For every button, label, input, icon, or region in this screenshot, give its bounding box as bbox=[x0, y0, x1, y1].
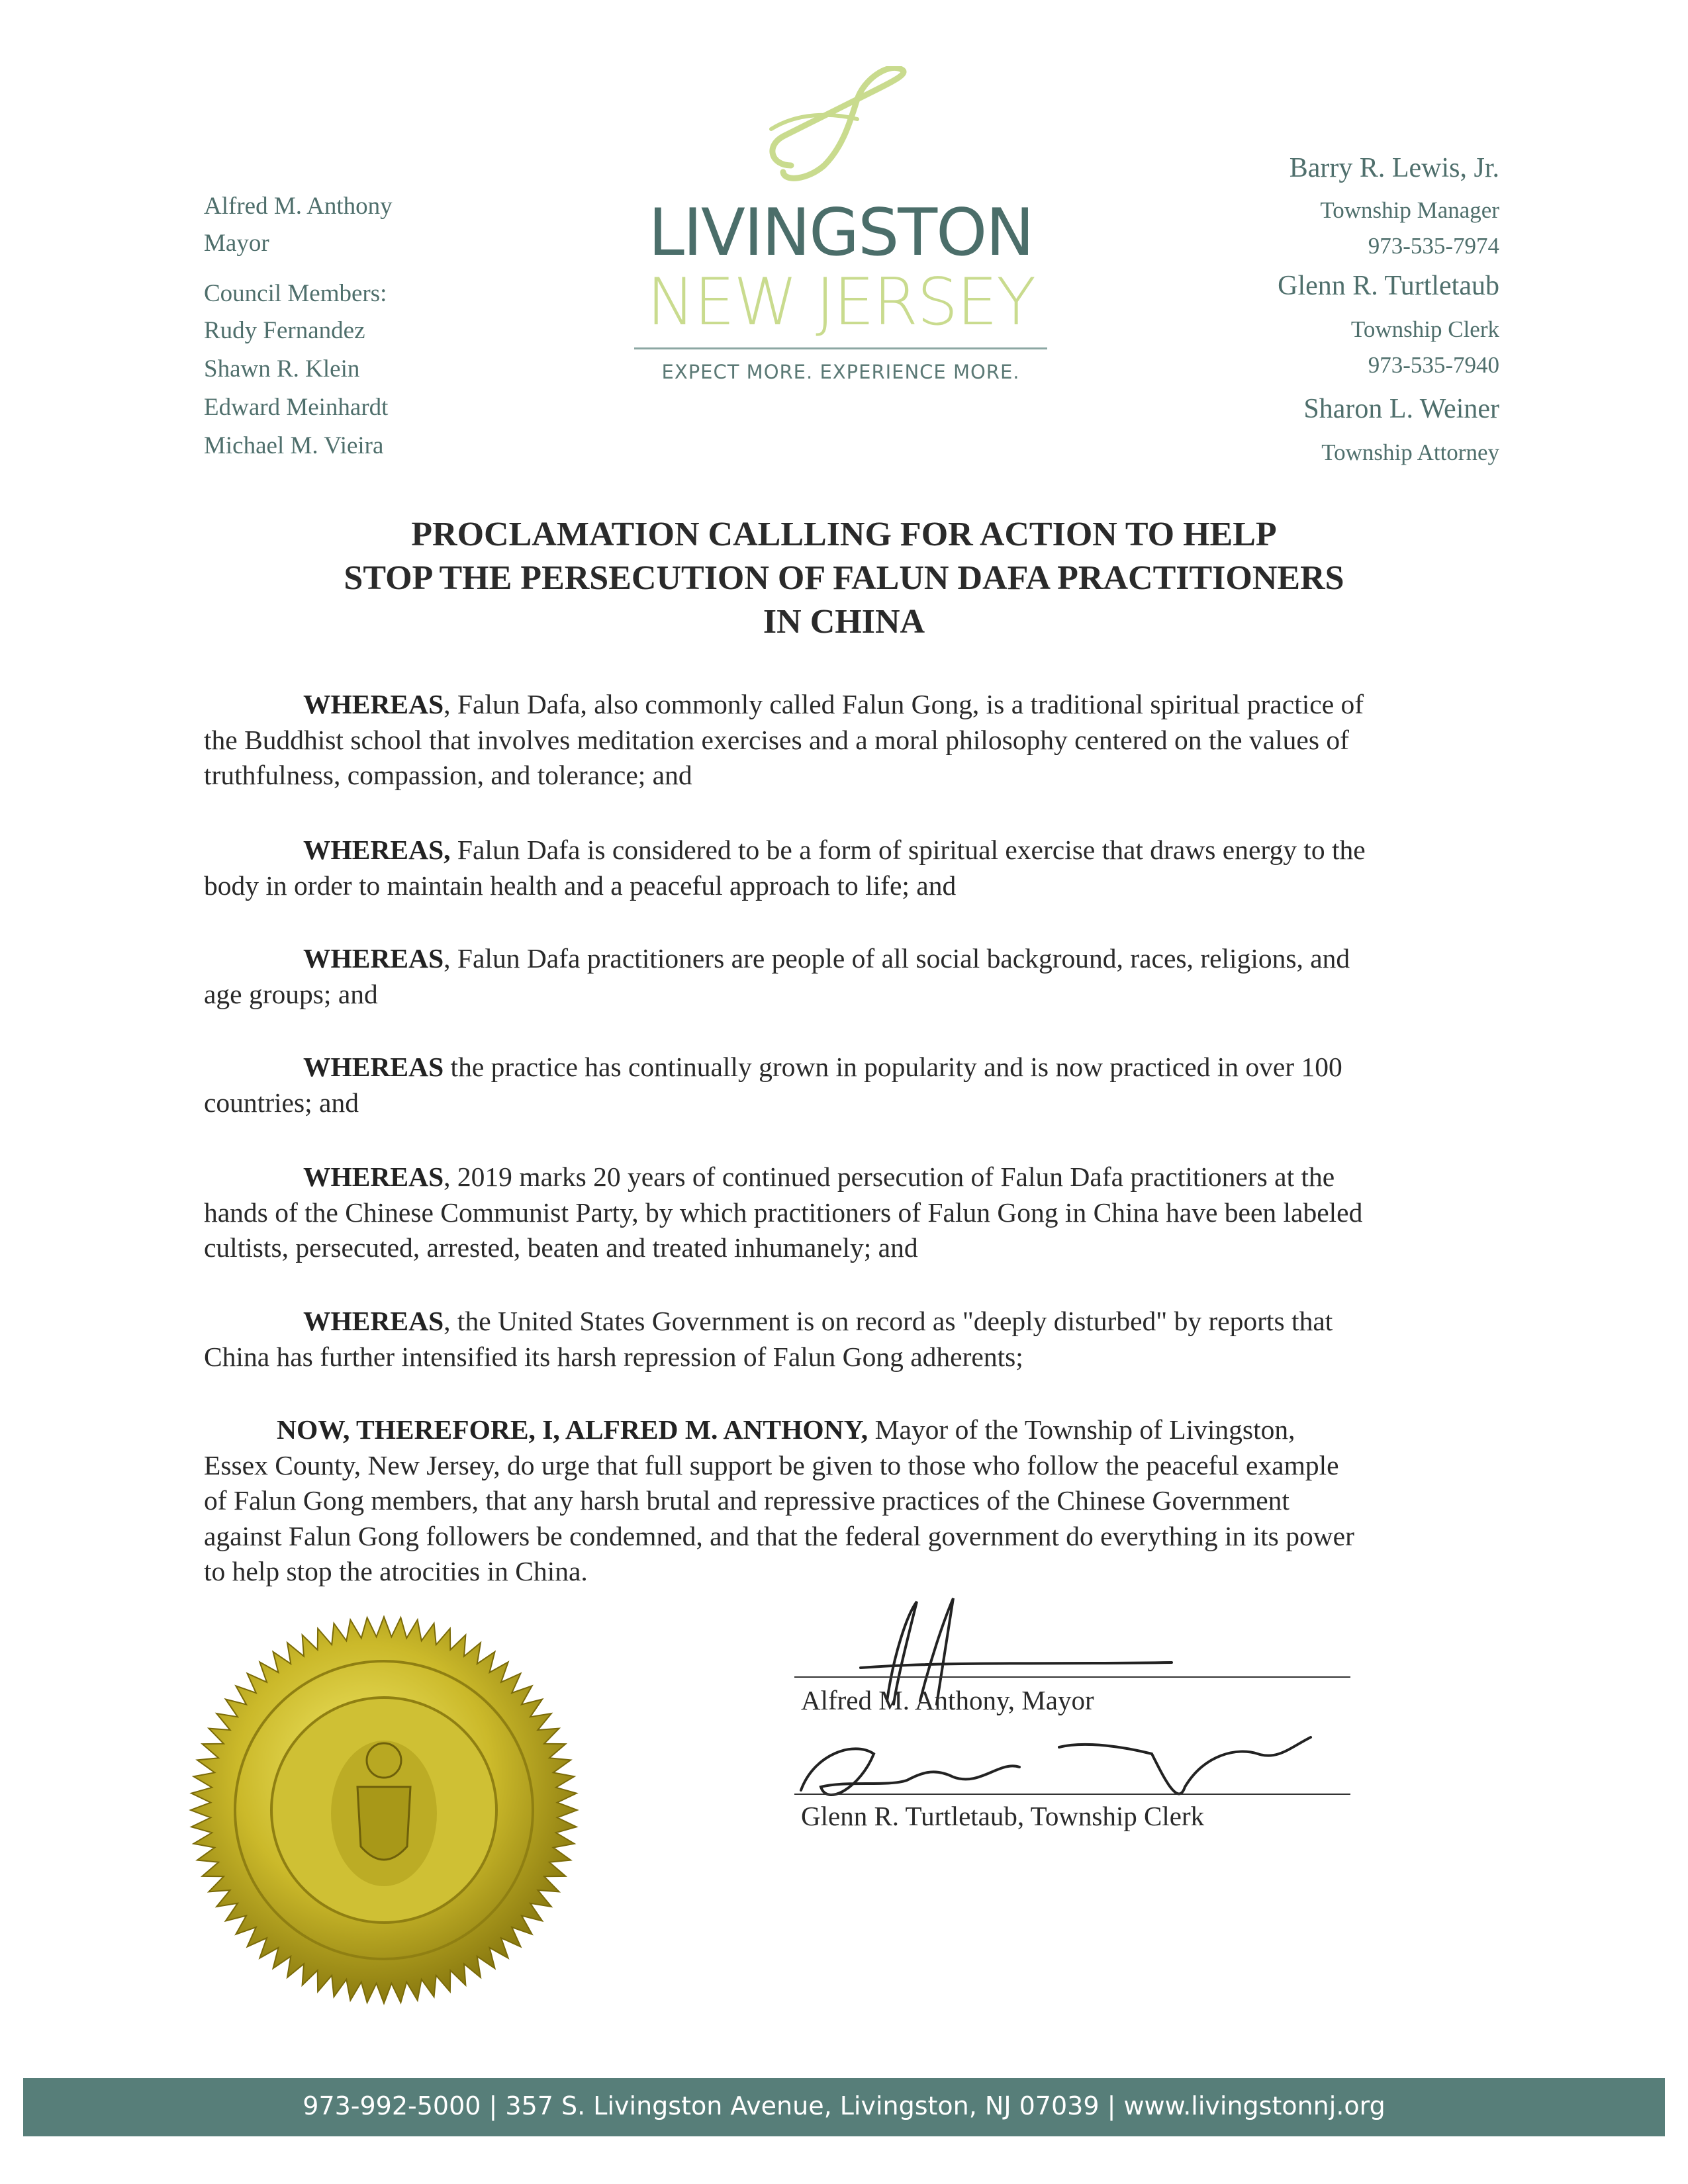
official-phone: 973-535-7940 bbox=[1368, 352, 1499, 378]
clerk-signature-line bbox=[794, 1794, 1350, 1795]
proclamation-title bbox=[199, 513, 1489, 644]
paragraph-line: against Falun Gong followers be condemned, and that the federal government do everything in its power bbox=[204, 1520, 1354, 1551]
council-member: Edward Meinhardt bbox=[204, 394, 389, 421]
official-title: Township Clerk bbox=[1350, 316, 1499, 342]
paragraph-line: hands of the Chinese Communist Party, by which practitioners of Falun Gong in China have been labeled bbox=[204, 1197, 1363, 1228]
swirl-logo-icon bbox=[745, 66, 917, 185]
now-therefore-lead: NOW, THEREFORE, I, ALFRED M. ANTHONY, bbox=[277, 1414, 868, 1445]
paragraph-line: body in order to maintain health and a peaceful approach to life; and bbox=[204, 870, 957, 901]
whereas-paragraph bbox=[204, 941, 1495, 1012]
paragraph-line: of Falun Gong members, that any harsh brutal and repressive practices of the Chinese Government bbox=[204, 1485, 1289, 1516]
paragraph-line: Essex County, New Jersey, do urge that full support be given to those who follow the peaceful example bbox=[204, 1449, 1339, 1480]
council-member: Michael M. Vieira bbox=[204, 432, 384, 459]
logo-divider bbox=[634, 347, 1047, 349]
paragraph-line: the Buddhist school that involves meditation exercises and a moral philosophy centered on the values of bbox=[204, 724, 1349, 755]
paragraph-text: Falun Dafa is considered to be a form of spiritual exercise that draws energy to the bbox=[450, 835, 1366, 865]
whereas-lead: WHEREAS bbox=[303, 689, 444, 719]
clerk-signature-label: Glenn R. Turtletaub, Township Clerk bbox=[801, 1801, 1205, 1831]
whereas-paragraph bbox=[204, 687, 1495, 794]
now-therefore-paragraph bbox=[204, 1412, 1495, 1590]
paragraph-text: , 2019 marks 20 years of continued persecution of Falun Dafa practitioners at the bbox=[444, 1161, 1335, 1192]
mayor-signature-line bbox=[794, 1676, 1350, 1678]
mayor-signature-label: Alfred M. Anthony, Mayor bbox=[801, 1685, 1094, 1715]
official-name: Barry R. Lewis, Jr. bbox=[1289, 153, 1499, 183]
whereas-paragraph bbox=[204, 1304, 1495, 1375]
gold-seal-icon bbox=[189, 1615, 579, 2005]
paragraph-line: countries; and bbox=[204, 1087, 359, 1118]
official-title: Township Attorney bbox=[1321, 439, 1499, 465]
logo-livingston: LIVINGSTON bbox=[648, 195, 1033, 271]
whereas-lead: WHEREAS bbox=[303, 1052, 444, 1082]
mayor-name: Alfred M. Anthony bbox=[204, 193, 393, 220]
official-title: Township Manager bbox=[1320, 197, 1499, 223]
council-member: Shawn R. Klein bbox=[204, 355, 360, 383]
paragraph-line: China has further intensified its harsh repression of Falun Gong adherents; bbox=[204, 1341, 1023, 1372]
whereas-paragraph bbox=[204, 833, 1495, 903]
township-logo bbox=[616, 66, 1066, 397]
paragraph-line: cultists, persecuted, arrested, beaten and treated inhumanely; and bbox=[204, 1232, 918, 1263]
paragraph-line: to help stop the atrocities in China. bbox=[204, 1556, 588, 1586]
whereas-paragraph bbox=[204, 1160, 1495, 1266]
signature-block bbox=[781, 1588, 1377, 1853]
whereas-paragraph bbox=[204, 1050, 1495, 1120]
footer-contact: 973-992-5000 | 357 S. Livingston Avenue, Livingston, NJ 07039 | www.livingstonnj.org bbox=[303, 2091, 1385, 2120]
paragraph-line: truthfulness, compassion, and tolerance; and bbox=[204, 760, 692, 790]
whereas-lead: WHEREAS bbox=[303, 943, 444, 974]
paragraph-line: age groups; and bbox=[204, 978, 378, 1009]
paragraph-text: , Falun Dafa, also commonly called Falun Gong, is a traditional spiritual practice of bbox=[444, 689, 1364, 719]
title-line: PROCLAMATION CALLLING FOR ACTION TO HELP bbox=[411, 516, 1277, 553]
paragraph-text: the practice has continually grown in popularity and is now practiced in over 100 bbox=[444, 1052, 1342, 1082]
title-line: IN CHINA bbox=[763, 603, 925, 641]
logo-new-jersey: NEW JERSEY bbox=[646, 265, 1035, 340]
paragraph-text: , Falun Dafa practitioners are people of all social background, races, religions, and bbox=[444, 943, 1350, 974]
title-line: STOP THE PERSECUTION OF FALUN DAFA PRACTITIONERS bbox=[344, 559, 1344, 597]
paragraph-text: , the United States Government is on record as "deeply disturbed" by reports that bbox=[444, 1306, 1333, 1336]
paragraph-text: Mayor of the Township of Livingston, bbox=[868, 1414, 1295, 1445]
official-name: Sharon L. Weiner bbox=[1303, 394, 1499, 424]
whereas-lead: WHEREAS bbox=[303, 1306, 444, 1336]
mayor-title: Mayor bbox=[204, 230, 269, 257]
official-name: Glenn R. Turtletaub bbox=[1278, 271, 1499, 301]
council-heading: Council Members: bbox=[204, 280, 387, 307]
whereas-lead: WHEREAS, bbox=[303, 835, 451, 865]
logo-tagline: EXPECT MORE. EXPERIENCE MORE. bbox=[661, 361, 1020, 383]
official-phone: 973-535-7974 bbox=[1368, 233, 1499, 259]
council-member: Rudy Fernandez bbox=[204, 317, 365, 344]
whereas-lead: WHEREAS bbox=[303, 1161, 444, 1192]
footer-bar bbox=[23, 2078, 1665, 2136]
